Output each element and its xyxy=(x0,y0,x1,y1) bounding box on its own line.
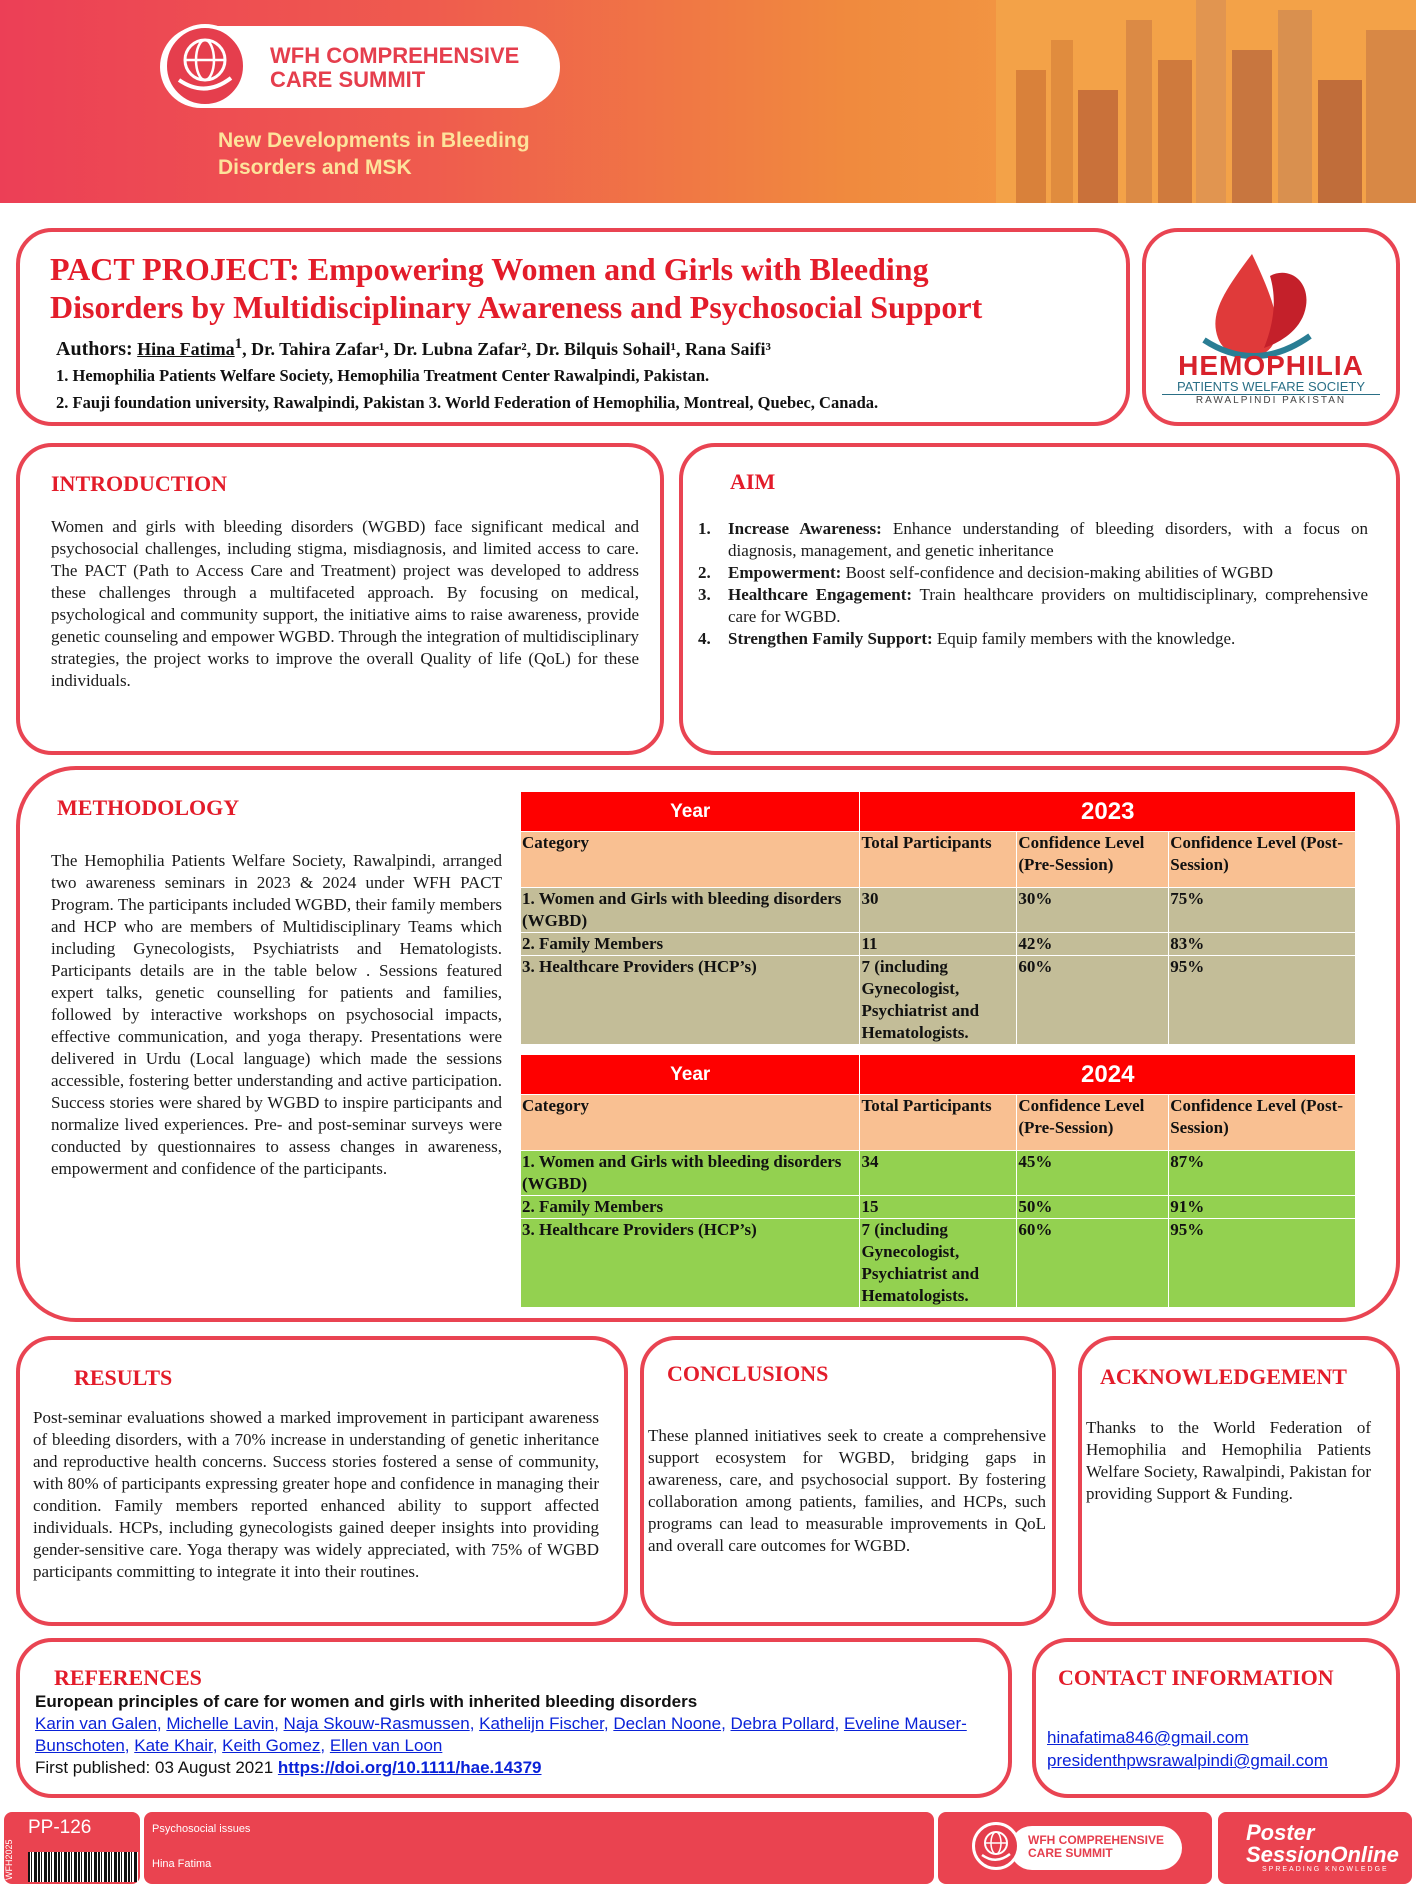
summit-logo-title: WFH COMPREHENSIVE CARE SUMMIT xyxy=(270,43,520,92)
table-row xyxy=(521,933,1356,956)
results-text: Post-seminar evaluations showed a marked improvement in participant awareness of bleeding disorders, with a 70% increase in understanding of genetic inheritance and reproductive health concerns. Success stories fostered a sense of community, with 80% of participants expressing greater hope and confidence in managing their condition. Family members reported enhanced ability to support affected individuals. HCPs, including gynecologists gained deeper insights into providing gender-sensitive care. Yoga therapy was widely appreciated, with 75% of WGBD participants committing to integrate it into their routines. xyxy=(33,1408,599,1581)
table-row xyxy=(521,888,1356,933)
authors-label: Authors: xyxy=(56,338,133,360)
aim-item-text: Enhance understanding of bleeding disorders, with a focus on diagnosis, management, and genetic inheritance xyxy=(728,519,1368,560)
table-header-row xyxy=(521,832,1356,888)
cell-category: 2. Family Members xyxy=(521,933,860,956)
year-label: Year xyxy=(521,1055,860,1095)
references-title: REFERENCES xyxy=(54,1665,202,1690)
reference-published xyxy=(35,1758,542,1778)
cell-post: 91% xyxy=(1169,1196,1356,1219)
org-logo-name: HEMOPHILIA xyxy=(1178,350,1364,381)
aim-list xyxy=(698,518,1368,650)
cell-category: 2. Family Members xyxy=(521,1196,860,1219)
introduction-text: Women and girls with bleeding disorders (WGBD) face significant medical and psychosocial challenges, including stigma, misdiagnosis, and limited access to care. The PACT (Path to Access Care and Treatment) project was developed to address these challenges through a multifaceted approach. By focusing on medical, psychological and community support, the initiative aims to raise awareness, provide genetic counseling and empower WGBD. Through the integration of multidisciplinary strategies, the project works to improve the overall Quality of life (QoL) for these individuals. xyxy=(51,517,639,690)
footer-info-block xyxy=(144,1812,934,1884)
aim-item-number: 1. xyxy=(698,519,711,538)
cell-pre: 45% xyxy=(1017,1151,1169,1196)
header-pre-session: Confidence Level (Pre-Session) xyxy=(1017,832,1169,888)
header-category: Category xyxy=(521,1095,860,1151)
table-year-row xyxy=(521,792,1356,832)
poster-title-line2: Disorders by Multidisciplinary Awareness and Psychosocial Support xyxy=(50,289,983,325)
acknowledgement-text: Thanks to the World Federation of Hemophilia and Hemophilia Patients Welfare Society, Rawalpindi, Pakistan for providing Support & Funding. xyxy=(1086,1418,1371,1503)
table-header-row xyxy=(521,1095,1356,1151)
poster-title xyxy=(50,250,1110,326)
footer-category: Psychosocial issues xyxy=(152,1823,251,1835)
table-row xyxy=(521,1151,1356,1196)
year-value: 2024 xyxy=(860,1055,1356,1095)
footer-presenter: Hina Fatima xyxy=(152,1858,212,1870)
header-category: Category xyxy=(521,832,860,888)
cell-post: 87% xyxy=(1169,1151,1356,1196)
aim-item xyxy=(698,584,1368,628)
aim-item-heading: Healthcare Engagement: xyxy=(728,585,913,604)
cell-category: 1. Women and Girls with bleeding disorders (WGBD) xyxy=(521,1151,860,1196)
reference-author-link[interactable]: Ellen van Loon xyxy=(329,1736,443,1755)
reference-author-link[interactable]: Kathelijn Fischer xyxy=(479,1714,604,1733)
reference-authors: Karin van Galen, Michelle Lavin, Naja Skouw-Rasmussen, Kathelijn Fischer, Declan Noone, Debra Pollard, Eveline Mauser-Bunschoten, Kate Khair, Keith Gomez, Ellen van Loon xyxy=(35,1714,967,1755)
reference-author-link[interactable]: Eveline Mauser-Bunschoten xyxy=(35,1714,967,1755)
methodology-text: The Hemophilia Patients Welfare Society, Rawalpindi, arranged two awareness seminars in 2023 & 2024 under WFH PACT Program. The participants included WGBD, their family members and HCP who are members of Multidisciplinary Teams which including Gynecologists, Psychiatrists and Hematologists. Participants details are in the table below . Sessions featured expert talks, genetic counselling for patients and families, followed by interactive workshops on psychosocial impacts, effective communication, and yoga therapy. Presentations were delivered in Urdu (Local language) which made the sessions accessible, fostering better understanding and active participation. Success stories were shared by WGBD to inspire participants and normalize lived experiences. Pre- and post-seminar surveys were conducted by questionnaires to assess changes in awareness, empowerment and confidence of the participants. xyxy=(51,851,502,1178)
table-year-row xyxy=(521,1055,1356,1095)
footer-logo-title: WFH COMPREHENSIVE CARE SUMMIT xyxy=(1028,1833,1165,1860)
header-banner xyxy=(0,0,1416,203)
cell-category: 3. Healthcare Providers (HCP’s) xyxy=(521,1219,860,1308)
pso-line1: Poster xyxy=(1246,1820,1315,1845)
cell-pre: 50% xyxy=(1017,1196,1169,1219)
aim-item xyxy=(698,628,1368,650)
cell-post: 83% xyxy=(1169,933,1356,956)
contact-email-2[interactable]: presidenthpwsrawalpindi@gmail.com xyxy=(1047,1751,1328,1770)
globe-hand-icon xyxy=(163,24,247,108)
aim-item-text: Boost self-confidence and decision-making abilities of WGBD xyxy=(841,563,1273,582)
conclusions-title: CONCLUSIONS xyxy=(667,1361,829,1386)
table-row xyxy=(521,956,1356,1045)
reference-author-link[interactable]: Kate Khair xyxy=(134,1736,213,1755)
pso-line2: SessionOnline xyxy=(1246,1842,1399,1867)
header-total-participants: Total Participants xyxy=(860,832,1017,888)
aim-item-text: Equip family members with the knowledge. xyxy=(932,629,1236,648)
poster-session-online-logo xyxy=(1246,1822,1399,1866)
acknowledgement-title: ACKNOWLEDGEMENT xyxy=(1100,1364,1347,1389)
header-post-session: Confidence Level (Post-Session) xyxy=(1169,832,1356,888)
aim-item-heading: Increase Awareness: xyxy=(728,519,882,538)
cell-post: 95% xyxy=(1169,956,1356,1045)
cell-total: 7 (including Gynecologist, Psychiatrist and Hematologists. xyxy=(860,956,1017,1045)
vertical-code: WFH2025 xyxy=(4,1839,14,1880)
org-logo-line2: PATIENTS WELFARE SOCIETY xyxy=(1162,379,1380,395)
cell-pre: 42% xyxy=(1017,933,1169,956)
cell-category: 1. Women and Girls with bleeding disorders (WGBD) xyxy=(521,888,860,933)
aim-item-number: 3. xyxy=(698,585,711,604)
org-logo-line3: RAWALPINDI PAKISTAN xyxy=(1195,395,1347,406)
reference-author-link[interactable]: Declan Noone xyxy=(613,1714,722,1733)
cell-total: 30 xyxy=(860,888,1017,933)
aim-item-heading: Empowerment: xyxy=(728,563,842,582)
participants-table-2024 xyxy=(520,1054,1356,1308)
cell-total: 15 xyxy=(860,1196,1017,1219)
footer-globe-icon xyxy=(972,1822,1020,1870)
reference-doi-link[interactable]: https://doi.org/10.1111/hae.14379 xyxy=(277,1758,542,1777)
barcode-image xyxy=(28,1852,138,1882)
city-skyline-image xyxy=(996,0,1416,203)
poster-title-line1: PACT PROJECT: Empowering Women and Girls with Bleeding xyxy=(50,251,929,287)
aim-item-text: Train healthcare providers on multidisciplinary, comprehensive care for WGBD. xyxy=(728,585,1368,626)
affiliation-2: 2. Fauji foundation university, Rawalpindi, Pakistan 3. World Federation of Hemophilia, Montreal, Quebec, Canada. xyxy=(56,393,879,412)
reference-author-link[interactable]: Keith Gomez xyxy=(222,1736,321,1755)
aim-item-heading: Strengthen Family Support: xyxy=(728,629,933,648)
year-label: Year xyxy=(521,792,860,832)
reference-author-link[interactable]: Michelle Lavin xyxy=(166,1714,275,1733)
cell-pre: 60% xyxy=(1017,1219,1169,1308)
results-title: RESULTS xyxy=(74,1365,173,1390)
cell-total: 7 (including Gynecologist, Psychiatrist and Hematologists. xyxy=(860,1219,1017,1308)
poster-id: PP-126 xyxy=(28,1817,92,1838)
first-author: Hina Fatima xyxy=(137,339,235,359)
aim-item-number: 2. xyxy=(698,563,711,582)
year-value: 2023 xyxy=(860,792,1356,832)
affiliation-1: 1. Hemophilia Patients Welfare Society, Hemophilia Treatment Center Rawalpindi, Pakistan. xyxy=(56,366,710,385)
cell-pre: 30% xyxy=(1017,888,1169,933)
aim-title: AIM xyxy=(730,469,776,494)
cell-total: 11 xyxy=(860,933,1017,956)
cell-pre: 60% xyxy=(1017,956,1169,1045)
summit-subtitle: New Developments in Bleeding Disorders and MSK xyxy=(218,129,530,179)
cell-category: 3. Healthcare Providers (HCP’s) xyxy=(521,956,860,1045)
contact-title: CONTACT INFORMATION xyxy=(1058,1665,1334,1690)
contact-panel xyxy=(1032,1638,1400,1798)
pso-tagline: SPREADING KNOWLEDGE xyxy=(1262,1866,1389,1873)
aim-item xyxy=(698,562,1368,584)
reference-author-link[interactable]: Debra Pollard xyxy=(730,1714,835,1733)
reference-author-link[interactable]: Karin van Galen xyxy=(35,1714,157,1733)
authors-line xyxy=(56,336,771,361)
reference-author-link[interactable]: Naja Skouw-Rasmussen xyxy=(283,1714,470,1733)
other-authors: , Dr. Tahira Zafar¹, Dr. Lubna Zafar², Dr. Bilquis Sohail¹, Rana Saifi³ xyxy=(242,339,771,359)
reference-published-label: First published: 03 August 2021 xyxy=(35,1758,278,1777)
header-total-participants: Total Participants xyxy=(860,1095,1017,1151)
cell-total: 34 xyxy=(860,1151,1017,1196)
cell-post: 75% xyxy=(1169,888,1356,933)
reference-title: European principles of care for women and girls with inherited bleeding disorders xyxy=(35,1692,698,1711)
aim-item xyxy=(698,518,1368,562)
first-author-affiliation: 1 xyxy=(234,336,243,352)
participants-table-2023 xyxy=(520,791,1356,1045)
header-post-session: Confidence Level (Post-Session) xyxy=(1169,1095,1356,1151)
header-pre-session: Confidence Level (Pre-Session) xyxy=(1017,1095,1169,1151)
conclusions-text: These planned initiatives seek to create a comprehensive support ecosystem for WGBD, bridging gaps in awareness, care, and psychosocial support. By fostering collaboration among patients, families, and HCPs, such programs can lead to measurable improvements in QoL and overall care outcomes for WGBD. xyxy=(648,1426,1046,1555)
table-row xyxy=(521,1196,1356,1219)
contact-email-1[interactable]: hinafatima846@gmail.com xyxy=(1047,1728,1249,1747)
aim-item-number: 4. xyxy=(698,629,711,648)
introduction-title: INTRODUCTION xyxy=(51,471,228,496)
cell-post: 95% xyxy=(1169,1219,1356,1308)
table-row xyxy=(521,1219,1356,1308)
methodology-title: METHODOLOGY xyxy=(57,795,240,820)
